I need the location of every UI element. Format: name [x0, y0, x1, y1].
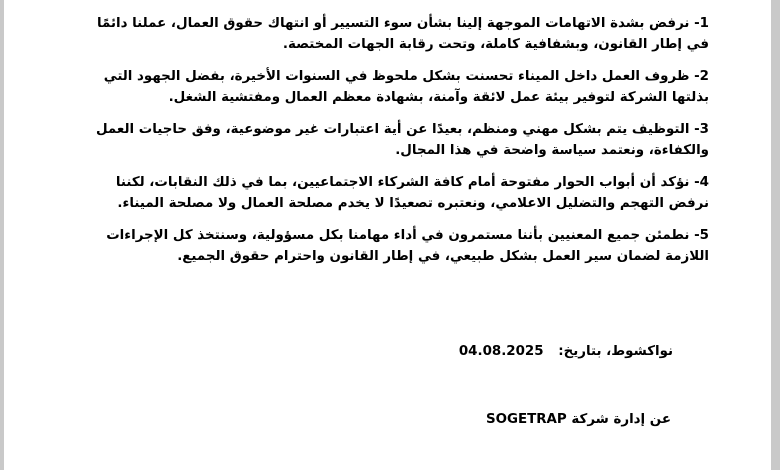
- document-page: [4, 0, 771, 470]
- item-text: نطمئن جميع المعنيين بأننا مستمرون في أداء مهامنا بكل مسؤولية، وسنتخذ كل الإجراءات اللازمة لضمان سير العمل بشكل طبيعي، في إطار القانون واحترام حقوق الجميع.: [106, 228, 709, 264]
- item-text: نؤكد أن أبواب الحوار مفتوحة أمام كافة الشركاء الاجتماعيين، بما في ذلك النقابات، لكننا نرفض التهجم والتضليل الاعلامي، ونعتبره تصعيدًا لا يخدم مصلحة العمال ولا مصلحة الميناء.: [115, 175, 709, 211]
- place-date-label: نواكشوط، بتاريخ:: [558, 344, 673, 359]
- place-date-line: [459, 342, 673, 362]
- cut-off-top-line: [271, 0, 521, 5]
- item-text: نرفض بشدة الاتهامات الموجهة إلينا بشأن سوء التسيير أو انتهاك حقوق العمال، عملنا دائمًا في إطار القانون، وبشفافية كاملة، وتحت رقابة الجهات المختصة.: [96, 16, 709, 52]
- statement-item: [79, 14, 709, 55]
- item-text: التوظيف يتم بشكل مهني ومنظم، بعيدًا عن أية اعتبارات غير موضوعية، وفق حاجيات العمل والكفاءة، ونعتمد سياسة واضحة في هذا المجال.: [95, 122, 709, 158]
- signature-prefix: عن إدارة شركة: [571, 412, 671, 427]
- statement-item: [79, 173, 709, 214]
- statement-item: [79, 226, 709, 267]
- company-name: SOGETRAP: [485, 412, 567, 427]
- item-number: 1-: [694, 16, 709, 31]
- item-number: 3-: [694, 122, 709, 137]
- item-number: 2-: [694, 69, 709, 84]
- document-date: 04.08.2025: [458, 344, 544, 359]
- statement-item: [79, 120, 709, 161]
- item-number: 4-: [694, 175, 709, 190]
- signature-line: [486, 410, 671, 430]
- statement-body: [79, 14, 709, 279]
- item-text: ظروف العمل داخل الميناء تحسنت بشكل ملحوظ في السنوات الأخيرة، بفضل الجهود التي بذلتها الشركة لتوفير بيئة عمل لائقة وآمنة، بشهادة معظم العمال ومفتشية الشغل.: [103, 69, 709, 105]
- statement-item: [79, 67, 709, 108]
- item-number: 5-: [694, 228, 709, 243]
